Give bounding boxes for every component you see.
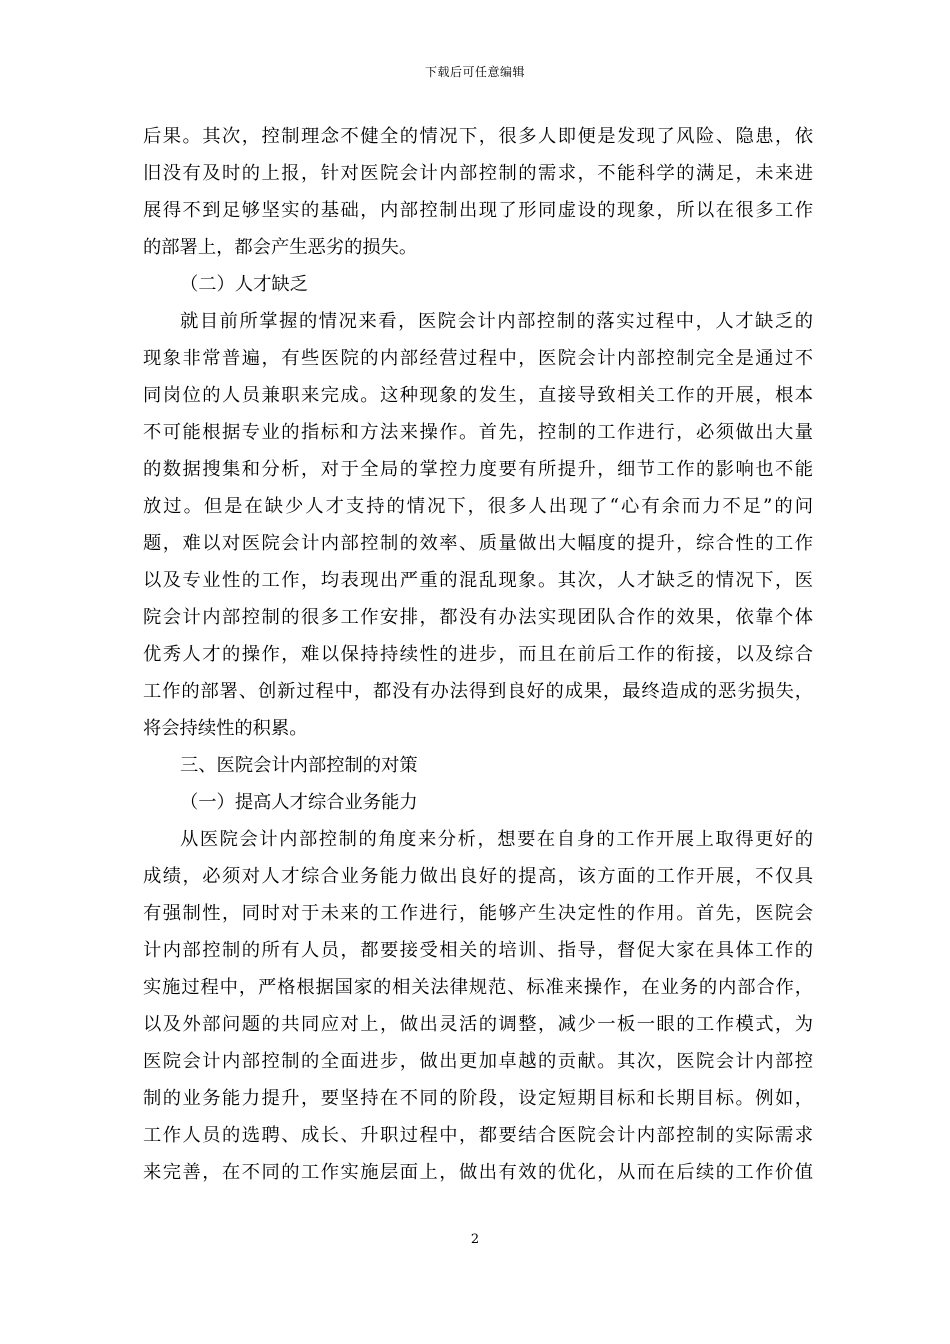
paragraph-line: 以及外部问题的共同应对上，做出灵活的调整，减少一板一眼的工作模式，为 (143, 1014, 813, 1035)
paragraph-line: 就目前所掌握的情况来看，医院会计内部控制的落实过程中，人才缺乏的 (180, 311, 813, 332)
paragraph-line: 不可能根据专业的指标和方法来操作。首先，控制的工作进行，必须做出大量 (143, 422, 813, 443)
paragraph-line: 计内部控制的所有人员，都要接受相关的培训、指导，督促大家在具体工作的 (143, 940, 813, 961)
paragraph-line: 工作的部署、创新过程中，都没有办法得到良好的成果，最终造成的恶劣损失， (143, 681, 813, 702)
paragraph-line: 制的业务能力提升，要坚持在不同的阶段，设定短期目标和长期目标。例如， (143, 1088, 813, 1109)
paragraph-line: 旧没有及时的上报，针对医院会计内部控制的需求，不能科学的满足，未来进 (143, 163, 813, 184)
paragraph-line: 后果。其次，控制理念不健全的情况下，很多人即便是发现了风险、隐患，依 (143, 126, 813, 147)
paragraph-line: 题，难以对医院会计内部控制的效率、质量做出大幅度的提升，综合性的工作 (143, 533, 813, 554)
paragraph-line: 来完善，在不同的工作实施层面上，做出有效的优化，从而在后续的工作价值 (143, 1162, 813, 1183)
paragraph-line: 实施过程中，严格根据国家的相关法律规范、标准来操作，在业务的内部合作， (143, 977, 813, 998)
paragraph-line: 的数据搜集和分析，对于全局的掌控力度要有所提升，细节工作的影响也不能 (143, 459, 813, 480)
paragraph-line: 同岗位的人员兼职来完成。这种现象的发生，直接导致相关工作的开展，根本 (143, 385, 813, 406)
paragraph-line: 将会持续性的积累。 (143, 718, 308, 739)
paragraph-line: 从医院会计内部控制的角度来分析，想要在自身的工作开展上取得更好的 (180, 829, 813, 850)
paragraph-line: 的部署上，都会产生恶劣的损失。 (143, 237, 418, 258)
section-heading: （一）提高人才综合业务能力 (180, 792, 418, 813)
paragraph-line: 工作人员的选聘、成长、升职过程中，都要结合医院会计内部控制的实际需求 (143, 1125, 813, 1146)
section-heading: （二）人才缺乏 (180, 274, 308, 295)
paragraph-line: 有强制性，同时对于未来的工作进行，能够产生决定性的作用。首先，医院会 (143, 903, 813, 924)
paragraph-line: 放过。但是在缺少人才支持的情况下，很多人出现了“心有余而力不足”的问 (143, 496, 813, 517)
page-number: 2 (470, 1232, 480, 1247)
paragraph-line: 现象非常普遍，有些医院的内部经营过程中，医院会计内部控制完全是通过不 (143, 348, 813, 369)
paragraph-line: 展得不到足够坚实的基础，内部控制出现了形同虚设的现象，所以在很多工作 (143, 200, 813, 221)
paragraph-line: 院会计内部控制的很多工作安排，都没有办法实现团队合作的效果，依靠个体 (143, 607, 813, 628)
page-header: 下载后可任意编辑 (424, 65, 525, 79)
paragraph-line: 优秀人才的操作，难以保持持续性的进步，而且在前后工作的衔接，以及综合 (143, 644, 813, 665)
paragraph-line: 成绩，必须对人才综合业务能力做出良好的提高，该方面的工作开展，不仅具 (143, 866, 813, 887)
paragraph-line: 医院会计内部控制的全面进步，做出更加卓越的贡献。其次，医院会计内部控 (143, 1051, 813, 1072)
section-heading: 三、医院会计内部控制的对策 (180, 755, 418, 776)
document-body (143, 118, 813, 1191)
paragraph-line: 以及专业性的工作，均表现出严重的混乱现象。其次，人才缺乏的情况下，医 (143, 570, 813, 591)
